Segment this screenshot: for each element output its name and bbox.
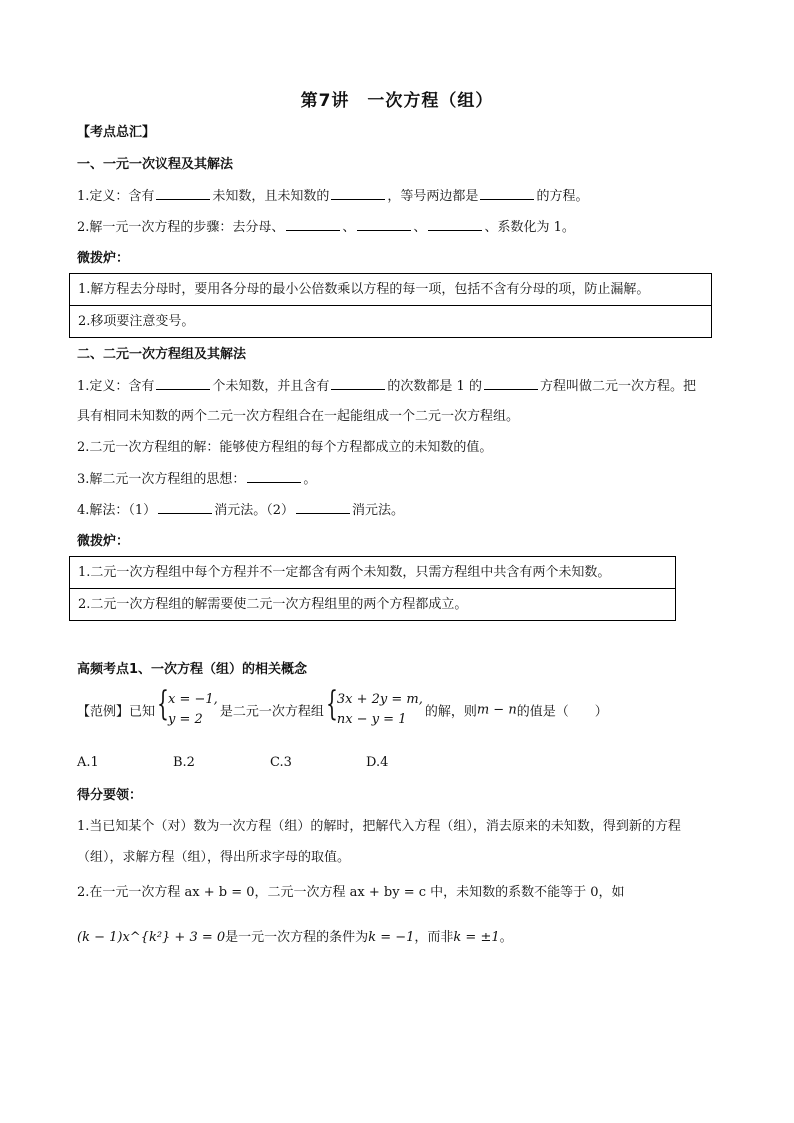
s2-idea-end: 。 <box>303 472 317 487</box>
key-point-1-line2: （组），求解方程（组），得出所求字母的取值。 <box>77 850 351 865</box>
condition-value: k = −1 <box>368 930 415 945</box>
brace-icon: { <box>325 684 338 724</box>
divider <box>70 305 711 306</box>
s1-steps-text-a: 2.解一元一次方程的步骤：去分母、 <box>77 220 285 235</box>
page-title <box>0 86 794 111</box>
blank-field <box>331 377 385 390</box>
blank-field <box>156 377 210 390</box>
s2-idea-text: 3.解二元一次方程组的思想： <box>77 472 246 487</box>
s2-solution: 2.二元一次方程组的解：能够使方程组的每个方程都成立的未知数的值。 <box>77 440 493 455</box>
choice-a: A.1 <box>77 755 99 770</box>
s2-tip-2: 2.二元一次方程组的解需要使二元一次方程组里的两个方程都成立。 <box>78 597 468 612</box>
blank-field <box>286 218 340 231</box>
s2-tip-1: 1.二元一次方程组中每个方程并不一定都含有两个未知数，只需方程组中共含有两个未知数。 <box>78 565 611 580</box>
equation: nx − y = 1 <box>336 712 407 727</box>
blank-field <box>357 218 411 231</box>
section1-heading: 一、一元一次议程及其解法 <box>77 157 234 172</box>
s1-steps-text-b: 、系数化为 1。 <box>484 220 575 235</box>
key-point-2-mid: 是一元一次方程的条件为 <box>225 930 369 945</box>
s1-def-text-a: 1.定义：含有 <box>77 189 155 204</box>
blank-field <box>331 187 385 200</box>
s2-method-text-b: 消元法。（2） <box>214 503 294 518</box>
choice-c: C.3 <box>270 755 292 770</box>
key-point-1-line1: 1.当已知某个（对）数为一次方程（组）的解时，把解代入方程（组），消去原来的未知数，得到新的方程 <box>77 819 681 834</box>
topic1-heading: 高频考点1、一次方程（组）的相关概念 <box>77 662 308 677</box>
s1-tips-box <box>69 273 712 338</box>
s2-def-text-b: 个未知数，并且含有 <box>212 379 330 394</box>
s1-def-text-c: ，等号两边都是 <box>387 189 479 204</box>
s2-definition-line2: 具有相同未知数的两个二元一次方程组合在一起能组成一个二元一次方程组。 <box>77 409 520 424</box>
key-points-heading: 得分要领： <box>77 788 143 803</box>
s1-tip-1: 1.解方程去分母时，要用各分母的最小公倍数乘以方程的每一项，包括不含有分母的项，防止漏解。 <box>78 282 650 297</box>
example-question <box>77 684 608 730</box>
lecture-number: 第7讲 <box>300 91 350 111</box>
s2-definition <box>77 377 696 396</box>
s1-def-text-d: 的方程。 <box>536 189 589 204</box>
equation: x = −1, <box>168 692 218 707</box>
separator: 、 <box>413 220 427 235</box>
blank-field <box>296 501 350 514</box>
key-point-2-end: 。 <box>499 930 513 945</box>
choice-b: B.2 <box>173 755 195 770</box>
separator: 、 <box>342 220 356 235</box>
blank-field <box>484 377 538 390</box>
equation: y = 2 <box>168 712 203 727</box>
s2-idea <box>77 470 316 489</box>
example-tail-b: 的值是（ ） <box>516 704 608 720</box>
blank-field <box>428 218 482 231</box>
s1-definition <box>77 187 588 206</box>
s2-tips-box <box>69 556 676 621</box>
equation: 3x + 2y = m, <box>336 692 423 707</box>
s1-tips-heading: 微拨炉： <box>77 251 130 266</box>
s2-methods <box>77 501 404 520</box>
divider <box>70 588 675 589</box>
s1-steps <box>77 218 575 237</box>
summary-heading: 【考点总汇】 <box>77 125 156 140</box>
brace-icon: { <box>157 684 169 724</box>
blank-field <box>480 187 534 200</box>
key-point-2-line2 <box>77 929 513 947</box>
s2-method-text-a: 4.解法：（1） <box>77 503 157 518</box>
s2-def-text-a: 1.定义：含有 <box>77 379 155 394</box>
blank-field <box>158 501 212 514</box>
choice-d: D.4 <box>366 755 389 770</box>
condition-not-value: k = ±1 <box>453 930 500 945</box>
s1-tip-2: 2.移项要注意变号。 <box>78 314 195 329</box>
lecture-topic: 一次方程（组） <box>367 91 494 111</box>
s2-def-text-c: 的次数都是 1 的 <box>387 379 482 394</box>
blank-field <box>247 470 301 483</box>
example-mid: 是二元一次方程组 <box>219 704 324 720</box>
key-point-2-line1: 2.在一元一次方程 ax + b = 0，二元一次方程 ax + by = c 中，未知数的系数不能等于 0，如 <box>77 885 625 900</box>
key-point-2-sep: ，而非 <box>414 930 454 945</box>
equation-system <box>325 684 423 730</box>
blank-field <box>156 187 210 200</box>
s2-def-text-d: 方程叫做二元一次方程。把 <box>539 379 696 394</box>
solution-system <box>157 684 218 730</box>
example-label: 【范例】已知 <box>77 704 156 720</box>
section2-heading: 二、二元一次方程组及其解法 <box>77 347 247 362</box>
condition-expression: (k − 1)x^{k²} + 3 = 0 <box>77 930 226 945</box>
s2-tips-heading: 微拨炉： <box>77 534 130 549</box>
s2-method-text-c: 消元法。 <box>351 503 404 518</box>
s1-def-text-b: 未知数，且未知数的 <box>212 189 330 204</box>
example-tail-a: 的解，则 <box>424 704 477 720</box>
example-expression: m − n <box>476 702 517 718</box>
